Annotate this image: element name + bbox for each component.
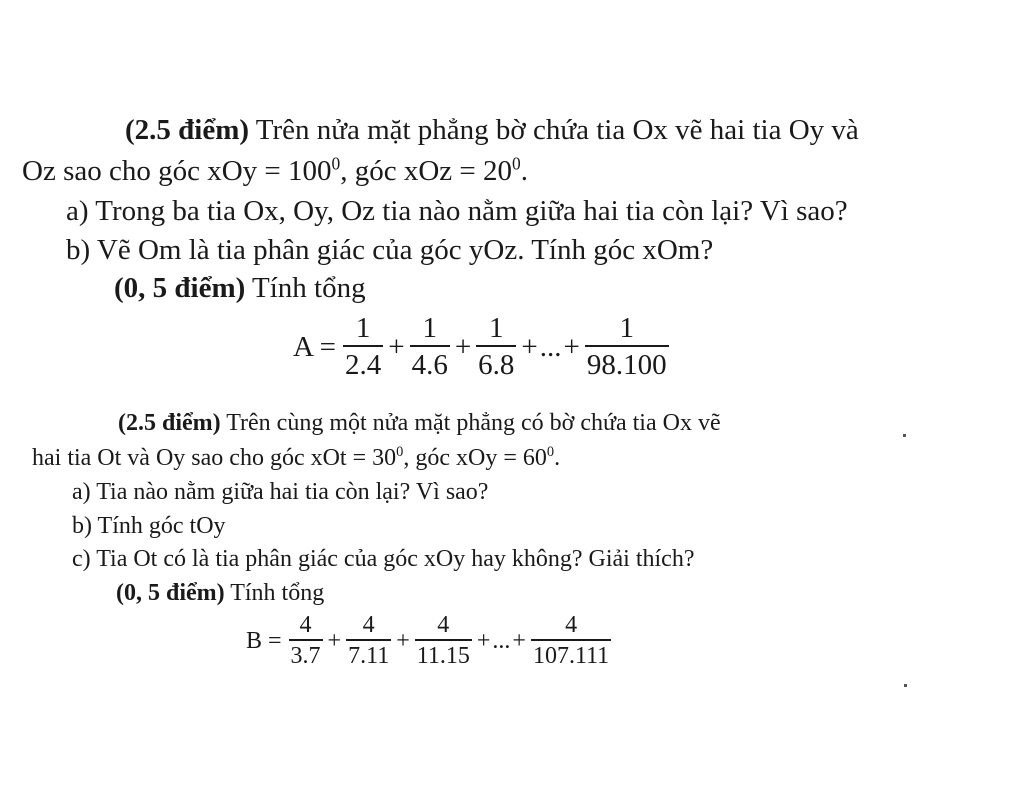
denominator: 3.7 [289, 639, 323, 670]
problem1-condition-b: , góc xOz = 20 [340, 155, 513, 187]
problem1-item-a: a) Trong ba tia Ox, Oy, Oz tia nào nằm giữa hai tia còn lại? Vì sao? [66, 195, 848, 227]
numerator: 4 [362, 612, 375, 638]
problem3-item-b: b) Tính góc tOy [72, 513, 226, 539]
plus-sign: + [454, 330, 472, 363]
problem3-intro-text: Trên cùng một nửa mặt phẳng có bờ chứa tia Ox vẽ [220, 410, 721, 436]
degree-sup: 0 [546, 444, 555, 460]
problem2-intro [114, 272, 366, 305]
problem3-points: (2.5 điểm) [118, 410, 221, 436]
fraction [346, 612, 391, 670]
problem4-intro [116, 580, 324, 607]
denominator: 98.100 [585, 345, 669, 382]
formula-lhs: A = [293, 330, 336, 363]
plus-sign: + [476, 627, 491, 654]
fraction [289, 612, 323, 670]
problem3-intro [118, 410, 721, 437]
plus-sign: + [388, 330, 405, 363]
denominator: 2.4 [343, 345, 383, 382]
problem1-points: (2.5 điểm) [125, 114, 250, 146]
numerator: 4 [299, 612, 312, 638]
problem1-condition [22, 155, 528, 188]
fraction [531, 612, 611, 670]
fraction [585, 312, 669, 382]
numerator: 1 [422, 312, 437, 344]
plus-sign: + [521, 330, 538, 363]
plus-sign: + [327, 627, 342, 654]
ellipsis: ... [492, 627, 511, 654]
problem3-condition-b: , góc xOy = 60 [403, 445, 547, 471]
problem1-condition-c: . [520, 155, 528, 187]
problem1-item-b: b) Vẽ Om là tia phân giác của góc yOz. Tính góc xOm? [66, 234, 714, 266]
problem1-condition-a: Oz sao cho góc xOy = 100 [22, 155, 332, 187]
problem3-condition-c: . [554, 445, 561, 471]
sum-formula-a [293, 312, 672, 382]
plus-sign: + [563, 330, 580, 363]
numerator: 1 [619, 312, 635, 344]
fraction [476, 312, 516, 382]
problem3-condition-a: hai tia Ot và Oy sao cho góc xOt = 30 [32, 445, 397, 471]
denominator: 107.111 [531, 639, 611, 670]
problem3-condition [32, 445, 560, 472]
decorative-dot [904, 684, 907, 687]
problem3-item-c: c) Tia Ot có là tia phân giác của góc xOy hay không? Giải thích? [72, 546, 695, 572]
fraction [343, 312, 383, 382]
problem1-intro-text: Trên nửa mặt phẳng bờ chứa tia Ox vẽ hai tia Oy và [249, 114, 859, 146]
denominator: 4.6 [410, 345, 450, 382]
denominator: 6.8 [476, 345, 516, 382]
problem2-text: Tính tổng [245, 272, 366, 304]
formula-lhs: B = [246, 627, 282, 654]
fraction [410, 312, 450, 382]
problem4-text: Tính tổng [224, 580, 325, 606]
plus-sign: + [512, 627, 526, 654]
ellipsis: ... [539, 330, 562, 363]
problem2-points: (0, 5 điểm) [114, 272, 246, 304]
numerator: 1 [489, 312, 504, 344]
problem3-item-a: a) Tia nào nằm giữa hai tia còn lại? Vì sao? [72, 479, 489, 505]
problem1-intro [125, 114, 859, 147]
numerator: 4 [437, 612, 450, 638]
degree-sup: 0 [331, 153, 341, 174]
decorative-dot [903, 434, 906, 437]
fraction [415, 612, 472, 670]
plus-sign: + [396, 627, 410, 654]
denominator: 7.11 [346, 639, 391, 670]
problem4-points: (0, 5 điểm) [116, 580, 225, 606]
degree-sup: 0 [396, 444, 404, 460]
sum-formula-b [246, 612, 614, 670]
numerator: 4 [565, 612, 578, 638]
degree-sup: 0 [512, 153, 521, 174]
numerator: 1 [355, 312, 371, 344]
denominator: 11.15 [415, 639, 472, 670]
